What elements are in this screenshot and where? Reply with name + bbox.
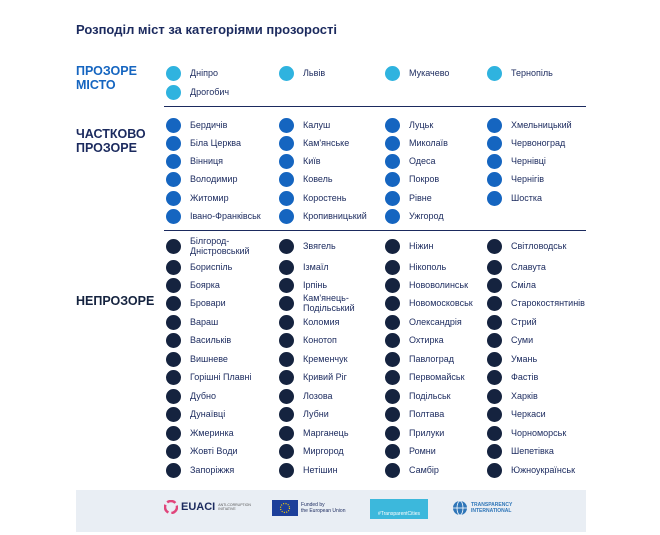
- category-dot-icon: [279, 352, 294, 367]
- category-dot-icon: [487, 407, 502, 422]
- category-dot-icon: [279, 370, 294, 385]
- city-name: Кам'янське: [303, 138, 350, 148]
- city-item: [166, 461, 234, 479]
- city-item: [279, 387, 333, 405]
- city-item: [385, 116, 433, 134]
- city-item: [279, 170, 333, 188]
- city-item: [385, 368, 465, 386]
- city-item: [166, 276, 220, 294]
- category-dot-icon: [166, 278, 181, 293]
- city-name: Конотоп: [303, 335, 337, 345]
- city-name: Світловодськ: [511, 241, 567, 251]
- category-dot-icon: [166, 136, 181, 151]
- city-name: Ізмаїл: [303, 262, 329, 272]
- category-dot-icon: [487, 278, 502, 293]
- category-dot-icon: [279, 66, 294, 81]
- category-dot-icon: [279, 209, 294, 224]
- city-item: [166, 313, 218, 331]
- category-dot-icon: [385, 352, 400, 367]
- category-dot-icon: [279, 463, 294, 478]
- city-name: Київ: [303, 156, 321, 166]
- category-dot-icon: [279, 191, 294, 206]
- category-dot-icon: [279, 389, 294, 404]
- city-name: Жмеринка: [190, 428, 234, 438]
- category-dot-icon: [385, 444, 400, 459]
- section-label: ЧАСТКОВО ПРОЗОРЕ: [76, 127, 146, 155]
- category-dot-icon: [487, 389, 502, 404]
- city-name: Ужгород: [409, 211, 444, 221]
- category-dot-icon: [166, 191, 181, 206]
- city-name: Васильків: [190, 335, 232, 345]
- city-name: Славута: [511, 262, 546, 272]
- city-name: Кременчук: [303, 354, 348, 364]
- category-dot-icon: [385, 239, 400, 254]
- city-name: Павлоград: [409, 354, 454, 364]
- category-dot-icon: [385, 191, 400, 206]
- category-dot-icon: [166, 407, 181, 422]
- city-name: Миколаїв: [409, 138, 448, 148]
- city-name: Вишневе: [190, 354, 228, 364]
- city-name: Бердичів: [190, 120, 228, 130]
- city-name: Охтирка: [409, 335, 444, 345]
- category-dot-icon: [385, 333, 400, 348]
- category-dot-icon: [279, 172, 294, 187]
- category-dot-icon: [279, 278, 294, 293]
- section-label: НЕПРОЗОРЕ: [76, 294, 155, 308]
- category-dot-icon: [279, 444, 294, 459]
- city-item: [487, 331, 533, 349]
- city-name: Білгород- Дністровський: [190, 236, 250, 256]
- category-dot-icon: [166, 463, 181, 478]
- category-dot-icon: [166, 66, 181, 81]
- city-item: [385, 276, 468, 294]
- category-dot-icon: [487, 260, 502, 275]
- city-item: [487, 134, 565, 152]
- city-name: Покров: [409, 174, 440, 184]
- category-dot-icon: [279, 315, 294, 330]
- city-name: Чорноморськ: [511, 428, 567, 438]
- category-dot-icon: [279, 239, 294, 254]
- city-item: [279, 64, 325, 82]
- city-item: [279, 134, 349, 152]
- city-item: [385, 442, 436, 460]
- category-dot-icon: [487, 426, 502, 441]
- category-dot-icon: [166, 333, 181, 348]
- city-name: Одеса: [409, 156, 436, 166]
- category-dot-icon: [385, 66, 400, 81]
- city-name: Суми: [511, 335, 534, 345]
- category-dot-icon: [487, 370, 502, 385]
- category-dot-icon: [279, 260, 294, 275]
- city-item: [166, 116, 227, 134]
- category-dot-icon: [166, 426, 181, 441]
- city-name: Первомайськ: [409, 372, 465, 382]
- eu-flag-icon: [272, 500, 298, 516]
- category-dot-icon: [385, 154, 400, 169]
- category-dot-icon: [487, 66, 502, 81]
- city-name: Дубно: [190, 391, 217, 401]
- city-item: [385, 424, 444, 442]
- city-item: [279, 350, 348, 368]
- city-item: [487, 461, 575, 479]
- category-dot-icon: [487, 333, 502, 348]
- category-dot-icon: [487, 444, 502, 459]
- city-name: Кам'янець- Подільський: [303, 293, 355, 313]
- city-name: Ковель: [303, 174, 333, 184]
- section-divider: [164, 230, 586, 231]
- city-item: [487, 258, 546, 276]
- euaci-sub: ANTI-CORRUPTION INITIATIVE: [218, 503, 251, 511]
- city-name: Коростень: [303, 193, 347, 203]
- city-name: Тернопіль: [511, 68, 553, 78]
- city-item: [487, 170, 544, 188]
- city-item: [279, 313, 340, 331]
- city-name: Фастів: [511, 372, 539, 382]
- city-item: [487, 276, 536, 294]
- category-dot-icon: [385, 209, 400, 224]
- city-item: [166, 350, 228, 368]
- city-item: [487, 116, 572, 134]
- category-dot-icon: [385, 389, 400, 404]
- city-item: [279, 461, 338, 479]
- city-item: [166, 331, 231, 349]
- category-dot-icon: [487, 118, 502, 133]
- city-name: Запоріжжя: [190, 465, 235, 475]
- city-name: Ірпінь: [303, 280, 328, 290]
- city-item: [279, 116, 330, 134]
- ti-logo: [452, 500, 512, 516]
- city-item: [487, 294, 585, 312]
- city-item: [385, 64, 449, 82]
- city-item: [487, 350, 537, 368]
- eu-logo: [272, 500, 345, 516]
- city-name: Володимир: [190, 174, 238, 184]
- city-item: [385, 152, 436, 170]
- city-item: [385, 294, 473, 312]
- category-dot-icon: [385, 407, 400, 422]
- city-name: Черкаси: [511, 409, 546, 419]
- city-item: [166, 258, 232, 276]
- city-item: [385, 207, 444, 225]
- city-name: Бориспіль: [190, 262, 233, 272]
- city-name: Червоноград: [511, 138, 566, 148]
- category-dot-icon: [385, 315, 400, 330]
- city-name: Ніжин: [409, 241, 434, 251]
- city-name: Чернівці: [511, 156, 546, 166]
- category-dot-icon: [279, 333, 294, 348]
- city-name: Харків: [511, 391, 538, 401]
- city-item: [166, 134, 241, 152]
- category-dot-icon: [385, 278, 400, 293]
- city-item: [166, 189, 229, 207]
- city-item: [385, 170, 439, 188]
- city-name: Марганець: [303, 428, 349, 438]
- category-dot-icon: [166, 118, 181, 133]
- city-name: Лозова: [303, 391, 333, 401]
- city-name: Жовті Води: [190, 446, 238, 456]
- city-name: Мукачево: [409, 68, 450, 78]
- city-name: Нововолинськ: [409, 280, 469, 290]
- city-item: [385, 405, 444, 423]
- city-name: Дніпро: [190, 68, 218, 78]
- category-dot-icon: [385, 370, 400, 385]
- city-name: Вараш: [190, 317, 219, 327]
- city-name: Звягель: [303, 241, 336, 251]
- city-name: Южноукраїнськ: [511, 465, 576, 475]
- city-item: [279, 276, 327, 294]
- category-dot-icon: [166, 315, 181, 330]
- city-item: [166, 170, 237, 188]
- city-item: [487, 64, 553, 82]
- city-item: [385, 258, 446, 276]
- category-dot-icon: [385, 172, 400, 187]
- city-item: [166, 207, 261, 225]
- globe-icon: [452, 500, 468, 516]
- city-item: [279, 368, 347, 386]
- city-item: [487, 237, 566, 255]
- city-name: Подільськ: [409, 391, 451, 401]
- city-name: Стрий: [511, 317, 537, 327]
- city-item: [279, 294, 355, 312]
- city-name: Нікополь: [409, 262, 447, 272]
- city-name: Луцьк: [409, 120, 434, 130]
- city-item: [385, 461, 439, 479]
- city-item: [166, 387, 216, 405]
- category-dot-icon: [166, 154, 181, 169]
- category-dot-icon: [279, 426, 294, 441]
- category-dot-icon: [166, 296, 181, 311]
- category-dot-icon: [385, 260, 400, 275]
- city-item: [166, 64, 218, 82]
- city-name: Львів: [303, 68, 326, 78]
- city-name: Шостка: [511, 193, 543, 203]
- category-dot-icon: [166, 239, 181, 254]
- city-item: [279, 405, 329, 423]
- category-dot-icon: [487, 172, 502, 187]
- city-name: Хмельницький: [511, 120, 572, 130]
- city-item: [279, 237, 336, 255]
- city-item: [385, 189, 432, 207]
- category-dot-icon: [385, 296, 400, 311]
- category-dot-icon: [166, 352, 181, 367]
- city-name: Біла Церква: [190, 138, 241, 148]
- city-item: [385, 387, 451, 405]
- city-name: Новомосковськ: [409, 298, 473, 308]
- city-name: Умань: [511, 354, 538, 364]
- city-item: [487, 152, 546, 170]
- category-dot-icon: [166, 444, 181, 459]
- city-name: Олександрія: [409, 317, 462, 327]
- category-dot-icon: [385, 463, 400, 478]
- city-name: Кропивницький: [303, 211, 367, 221]
- city-item: [385, 331, 444, 349]
- category-dot-icon: [279, 407, 294, 422]
- euaci-icon: [164, 500, 178, 514]
- category-dot-icon: [166, 85, 181, 100]
- category-dot-icon: [166, 389, 181, 404]
- city-item: [166, 424, 234, 442]
- category-dot-icon: [487, 296, 502, 311]
- city-item: [279, 424, 349, 442]
- city-name: Нетішин: [303, 465, 338, 475]
- category-dot-icon: [166, 260, 181, 275]
- page-title: Розподіл міст за категоріями прозорості: [76, 22, 337, 37]
- city-name: Дрогобич: [190, 87, 230, 97]
- city-name: Дунаївці: [190, 409, 226, 419]
- category-dot-icon: [279, 118, 294, 133]
- city-item: [487, 424, 566, 442]
- city-name: Шепетівка: [511, 446, 554, 456]
- category-dot-icon: [279, 136, 294, 151]
- section-divider: [164, 106, 586, 107]
- category-dot-icon: [487, 352, 502, 367]
- city-item: [487, 387, 538, 405]
- category-dot-icon: [279, 296, 294, 311]
- city-item: [279, 152, 321, 170]
- city-item: [279, 189, 346, 207]
- euaci-label: EUACI: [181, 501, 216, 513]
- city-name: Калуш: [303, 120, 331, 130]
- city-name: Бровари: [190, 298, 226, 308]
- category-dot-icon: [487, 154, 502, 169]
- city-name: Кривий Ріг: [303, 372, 347, 382]
- category-dot-icon: [487, 136, 502, 151]
- category-dot-icon: [487, 191, 502, 206]
- category-dot-icon: [385, 426, 400, 441]
- city-item: [279, 258, 329, 276]
- category-dot-icon: [385, 136, 400, 151]
- city-name: Прилуки: [409, 428, 445, 438]
- city-name: Вінниця: [190, 156, 223, 166]
- city-item: [166, 237, 250, 255]
- category-dot-icon: [487, 239, 502, 254]
- city-item: [166, 152, 223, 170]
- city-name: Горішні Плавні: [190, 372, 252, 382]
- city-item: [166, 294, 226, 312]
- city-name: Боярка: [190, 280, 220, 290]
- category-dot-icon: [166, 370, 181, 385]
- section-label: ПРОЗОРЕ МІСТО: [76, 64, 137, 92]
- euaci-logo: [164, 500, 258, 514]
- transparent-cities-logo: [370, 499, 428, 519]
- city-item: [279, 331, 337, 349]
- city-item: [487, 405, 546, 423]
- city-item: [279, 207, 367, 225]
- city-name: Івано-Франківськ: [190, 211, 261, 221]
- city-item: [385, 350, 454, 368]
- city-name: Лубни: [303, 409, 329, 419]
- city-name: Рівне: [409, 193, 432, 203]
- city-name: Житомир: [190, 193, 229, 203]
- city-name: Сміла: [511, 280, 536, 290]
- city-name: Полтава: [409, 409, 445, 419]
- city-name: Коломия: [303, 317, 340, 327]
- city-name: Самбір: [409, 465, 439, 475]
- city-item: [385, 134, 448, 152]
- city-item: [487, 313, 537, 331]
- category-dot-icon: [487, 463, 502, 478]
- city-item: [487, 442, 554, 460]
- city-item: [166, 405, 225, 423]
- city-item: [487, 368, 538, 386]
- city-item: [487, 189, 542, 207]
- category-dot-icon: [166, 172, 181, 187]
- footer-logos: [76, 490, 586, 532]
- transparent-cities-badge: #TransparentCities: [370, 499, 428, 519]
- category-dot-icon: [487, 315, 502, 330]
- city-item: [166, 83, 229, 101]
- city-name: Ромни: [409, 446, 436, 456]
- city-item: [166, 368, 251, 386]
- city-name: Старокостянтинів: [511, 298, 585, 308]
- city-item: [279, 442, 344, 460]
- city-item: [385, 237, 434, 255]
- city-name: Миргород: [303, 446, 344, 456]
- city-item: [166, 442, 238, 460]
- eu-label: Funded by the European Union: [301, 502, 346, 514]
- category-dot-icon: [166, 209, 181, 224]
- city-name: Чернігів: [511, 174, 545, 184]
- category-dot-icon: [385, 118, 400, 133]
- city-item: [385, 313, 462, 331]
- ti-label: TRANSPARENCY INTERNATIONAL: [471, 502, 513, 514]
- category-dot-icon: [279, 154, 294, 169]
